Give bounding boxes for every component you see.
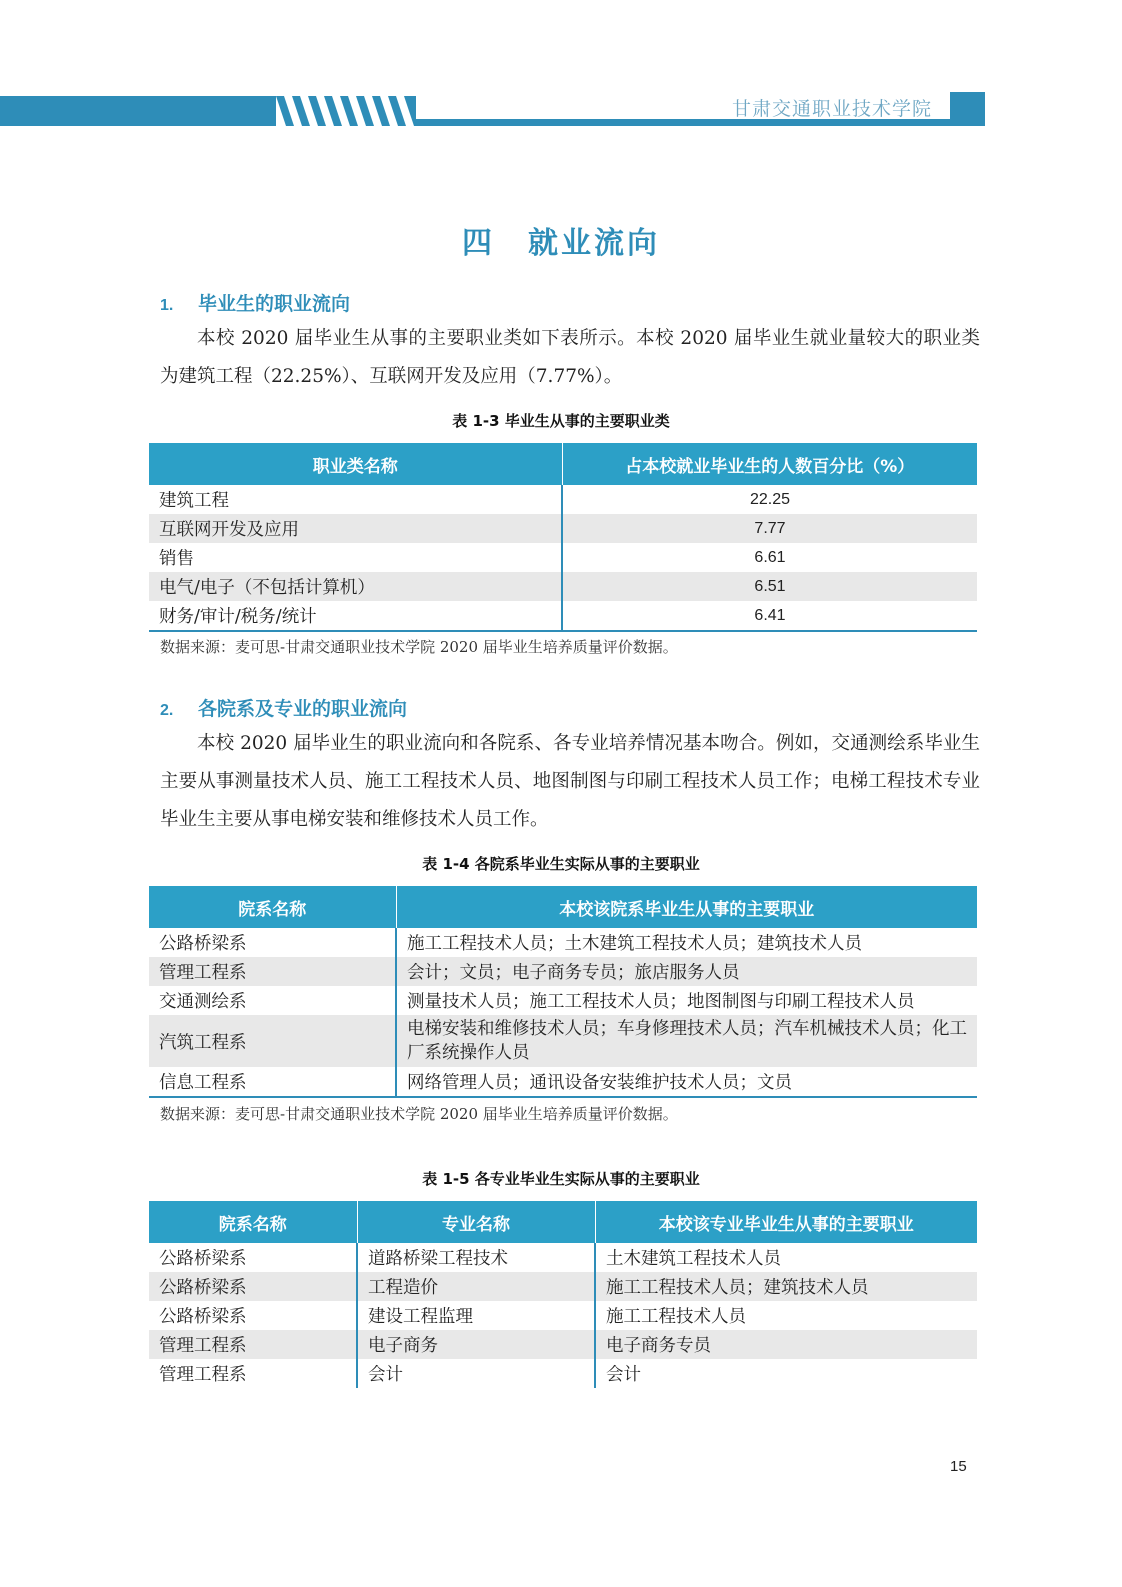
column-header: 本校该院系毕业生从事的主要职业 <box>396 886 977 928</box>
occupation-percent: 6.61 <box>562 543 977 572</box>
occupation-percent: 22.25 <box>562 485 977 514</box>
chapter-title: 四 就业流向 <box>462 226 660 261</box>
column-header: 专业名称 <box>357 1201 595 1243</box>
department-name: 公路桥梁系 <box>159 934 247 954</box>
table-row <box>149 601 977 631</box>
header-accent-block <box>950 92 985 126</box>
department-occupations: 会计；文员；电子商务专员；旅店服务人员 <box>396 957 977 986</box>
department-name: 管理工程系 <box>149 1330 357 1359</box>
table-header-row <box>149 1201 977 1243</box>
column-header: 职业类名称 <box>149 443 562 485</box>
occupation-name: 互联网开发及应用 <box>149 514 562 543</box>
table-row <box>149 1301 977 1330</box>
department-name: 公路桥梁系 <box>159 1307 247 1327</box>
department-name: 管理工程系 <box>149 957 396 986</box>
table-row <box>149 485 977 514</box>
table-row <box>149 928 977 957</box>
header-stripes-decoration <box>276 96 416 126</box>
table-row <box>149 1015 977 1067</box>
major-name: 道路桥梁工程技术 <box>357 1243 595 1272</box>
column-header: 本校该专业毕业生从事的主要职业 <box>595 1201 977 1243</box>
table-1-5 <box>149 1201 977 1388</box>
table-header-row <box>149 443 977 485</box>
table-row <box>149 1272 977 1301</box>
department-name: 公路桥梁系 <box>159 1249 247 1269</box>
occupation-percent: 6.51 <box>562 572 977 601</box>
table-1-3-source: 数据来源：麦可思-甘肃交通职业技术学院 2020 届毕业生培养质量评价数据。 <box>160 638 678 656</box>
occupation-percent: 6.41 <box>562 601 977 631</box>
table-row <box>149 986 977 1015</box>
department-name: 公路桥梁系 <box>149 1272 357 1301</box>
section-1-paragraph: 本校 2020 届毕业生从事的主要职业类如下表所示。本校 2020 届毕业生就业量较大的职业类为建筑工程（22.25%）、互联网开发及应用（7.77%）。 <box>160 328 980 387</box>
major-name: 建设工程监理 <box>357 1301 595 1330</box>
table-row <box>149 514 977 543</box>
department-name: 信息工程系 <box>149 1067 396 1097</box>
section-2-number: 2. <box>160 702 174 719</box>
table-1-5-caption: 表 1-5 各专业毕业生实际从事的主要职业 <box>422 1170 700 1188</box>
department-name: 交通测绘系 <box>159 992 247 1012</box>
department-name: 管理工程系 <box>159 1365 247 1385</box>
occupation-name: 销售 <box>159 549 194 569</box>
major-name: 工程造价 <box>357 1272 595 1301</box>
table-row <box>149 543 977 572</box>
table-1-4-source: 数据来源：麦可思-甘肃交通职业技术学院 2020 届毕业生培养质量评价数据。 <box>160 1105 678 1123</box>
table-1-3 <box>149 443 977 632</box>
table-row <box>149 572 977 601</box>
table-1-3-caption: 表 1-3 毕业生从事的主要职业类 <box>452 412 670 430</box>
major-name: 电子商务 <box>357 1330 595 1359</box>
table-header-row <box>149 886 977 928</box>
section-2-title: 各院系及专业的职业流向 <box>198 698 408 720</box>
table-row <box>149 957 977 986</box>
major-occupations: 土木建筑工程技术人员 <box>595 1243 977 1272</box>
major-occupations: 电子商务专员 <box>595 1330 977 1359</box>
major-occupations: 会计 <box>595 1359 977 1388</box>
page-number: 15 <box>950 1458 967 1475</box>
major-occupations: 施工工程技术人员 <box>595 1301 977 1330</box>
department-name: 汽筑工程系 <box>149 1015 396 1067</box>
column-header: 院系名称 <box>149 886 396 928</box>
occupation-percent: 7.77 <box>562 514 977 543</box>
section-2-paragraph: 本校 2020 届毕业生的职业流向和各院系、各专业培养情况基本吻合。例如，交通测绘系毕业生主要从事测量技术人员、施工工程技术人员、地图制图与印刷工程技术人员工作；电梯工程技术专业毕业生主要从事电梯安装和维修技术人员工作。 <box>160 733 980 830</box>
section-1-title: 毕业生的职业流向 <box>198 293 351 315</box>
section-1-heading <box>160 289 350 316</box>
table-1-4 <box>149 886 977 1098</box>
major-occupations: 施工工程技术人员；建筑技术人员 <box>595 1272 977 1301</box>
column-header: 占本校就业毕业生的人数百分比（%） <box>562 443 977 485</box>
column-header: 院系名称 <box>149 1201 357 1243</box>
occupation-name: 财务/审计/税务/统计 <box>149 601 562 631</box>
table-row <box>149 1359 977 1388</box>
department-occupations: 电梯安装和维修技术人员；车身修理技术人员；汽车机械技术人员；化工厂系统操作人员 <box>396 1015 977 1067</box>
occupation-name: 建筑工程 <box>159 491 229 511</box>
table-row <box>149 1330 977 1359</box>
table-row <box>149 1243 977 1272</box>
department-occupations: 网络管理人员；通讯设备安装维护技术人员；文员 <box>396 1067 977 1097</box>
occupation-name: 电气/电子（不包括计算机） <box>149 572 562 601</box>
header-title: 甘肃交通职业技术学院 <box>731 98 932 120</box>
table-1-4-caption: 表 1-4 各院系毕业生实际从事的主要职业 <box>422 855 700 873</box>
major-name: 会计 <box>357 1359 595 1388</box>
section-2-heading <box>160 694 407 721</box>
department-occupations: 测量技术人员；施工工程技术人员；地图制图与印刷工程技术人员 <box>396 986 977 1015</box>
table-row <box>149 1067 977 1097</box>
section-1-number: 1. <box>160 297 174 314</box>
department-occupations: 施工工程技术人员；土木建筑工程技术人员；建筑技术人员 <box>396 928 977 957</box>
